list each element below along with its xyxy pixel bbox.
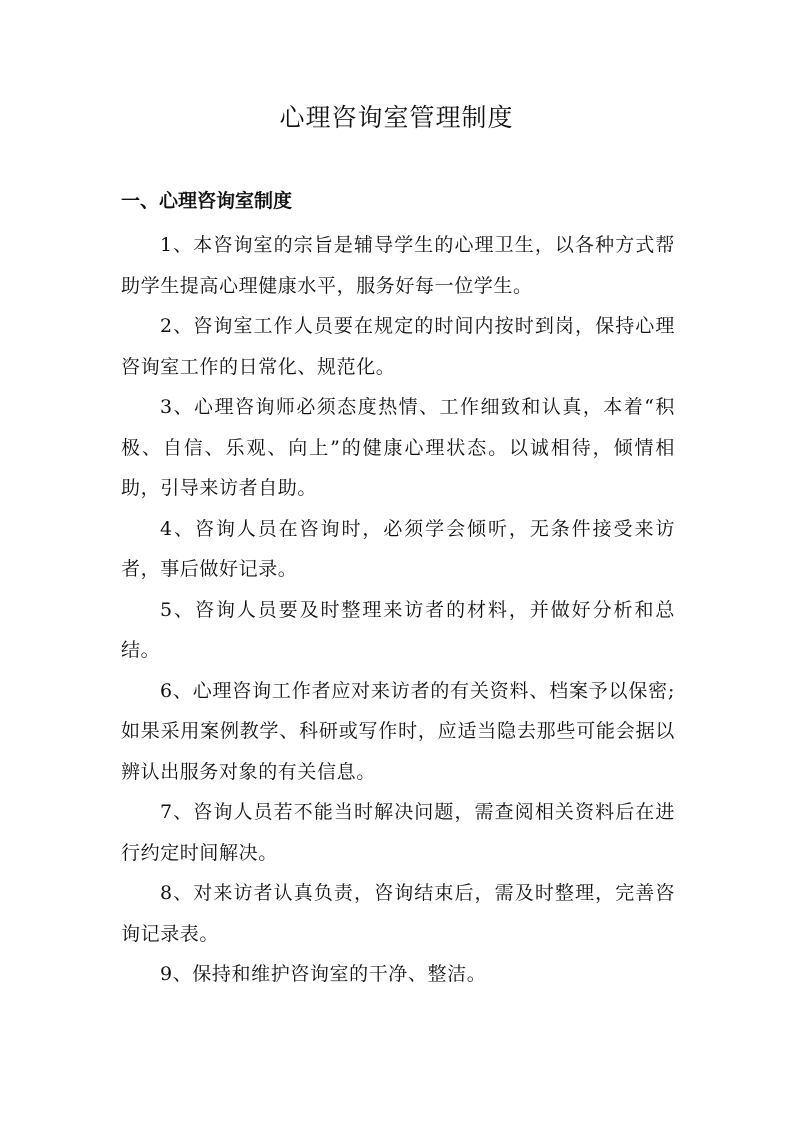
paragraph-9: 9、保持和维护咨询室的干净、整洁。 bbox=[160, 963, 487, 985]
paragraph-7: 7、咨询人员若不能当时解决问题，需查阅相关资料后在进行约定时间解决。 bbox=[121, 801, 675, 864]
section-heading: 一、心理咨询室制度 bbox=[121, 190, 293, 212]
paragraph-5: 5、咨询人员要及时整理来访者的材料，并做好分析和总结。 bbox=[121, 598, 675, 661]
paragraph-2: 2、咨询室工作人员要在规定的时间内按时到岗，保持心理咨询室工作的日常化、规范化。 bbox=[121, 315, 675, 378]
paragraph-4: 4、咨询人员在咨询时，必须学会倾听，无条件接受来访者，事后做好记录。 bbox=[121, 517, 675, 580]
document-body bbox=[121, 225, 675, 995]
paragraph-8: 8、对来访者认真负责，咨询结束后，需及时整理，完善咨询记录表。 bbox=[121, 882, 675, 945]
page-title: 心理咨询室管理制度 bbox=[279, 103, 514, 132]
paragraph-3: 3、心理咨询师必须态度热情、工作细致和认真，本着“积极、自信、乐观、向上”的健康心理状态。以诚相待，倾情相助，引导来访者自助。 bbox=[121, 396, 675, 499]
paragraph-1: 1、本咨询室的宗旨是辅导学生的心理卫生，以各种方式帮助学生提高心理健康水平，服务好每一位学生。 bbox=[121, 234, 675, 297]
paragraph-6: 6、心理咨询工作者应对来访者的有关资料、档案予以保密;如果采用案例教学、科研或写作时，应适当隐去那些可能会据以辨认出服务对象的有关信息。 bbox=[121, 679, 675, 783]
